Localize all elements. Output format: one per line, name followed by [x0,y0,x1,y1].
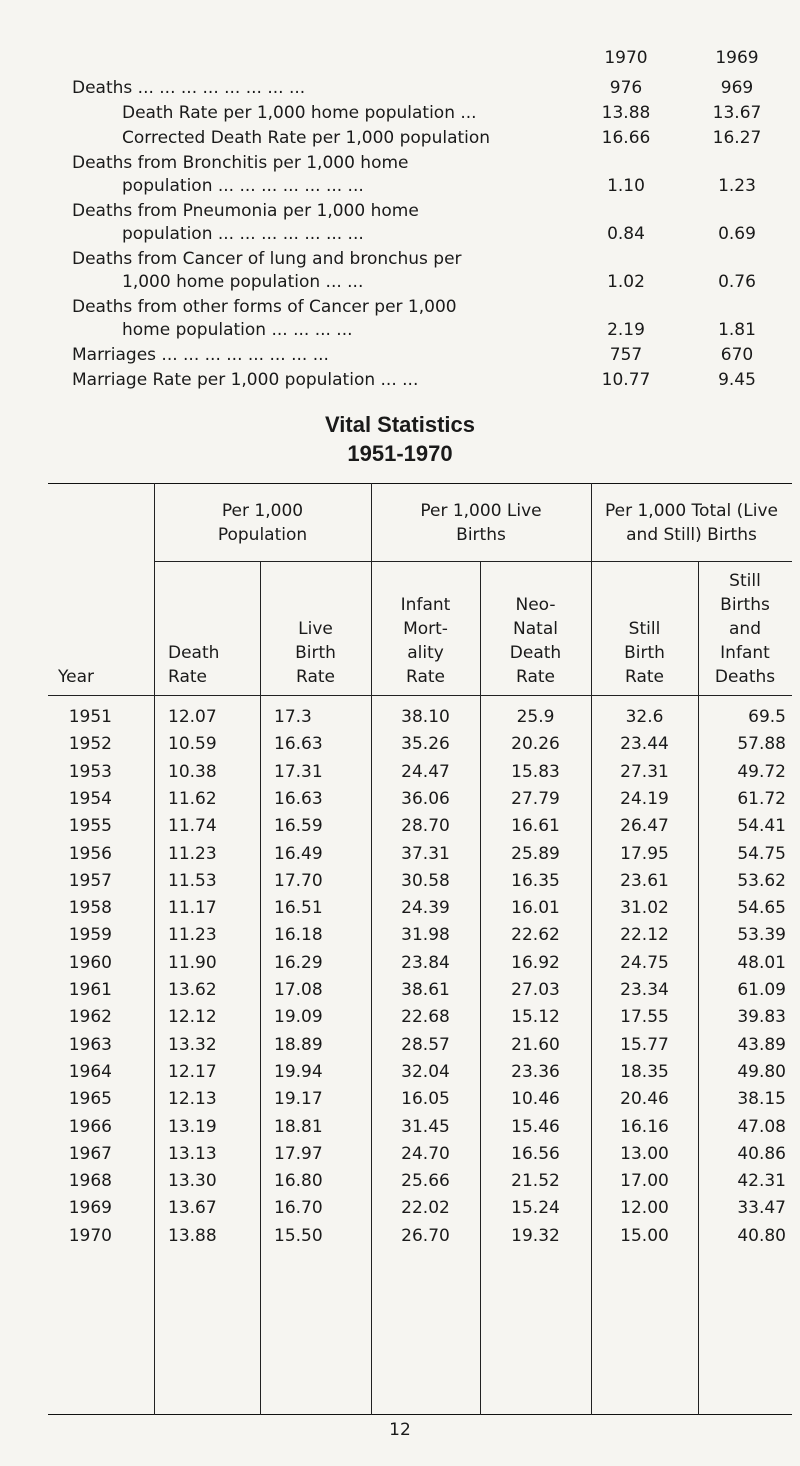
table-cell: 11.23 [168,925,217,946]
table-cell: 16.49 [274,843,323,864]
summary-row [0,297,800,321]
table-cell: 18.35 [620,1061,669,1082]
table-cell: 17.00 [620,1171,669,1192]
summary-label: Marriage Rate per 1,000 population ... ... [72,370,419,390]
table-cell: 21.60 [511,1034,560,1055]
summary-label: Deaths from other forms of Cancer per 1,000 [72,297,457,317]
table-cell: 12.17 [168,1061,217,1082]
summary-year-1970-header: 1970 [604,48,648,68]
summary-label: Deaths ... ... ... ... ... ... ... ... [72,78,306,98]
column-header-line: Rate [168,667,207,687]
table-cell: 1956 [68,843,112,864]
table-cell: 12.12 [168,1007,217,1028]
column-header [154,641,260,689]
table-cell: 15.46 [511,1116,560,1137]
table-cell: 54.65 [737,898,786,919]
column-header-line: Infant [720,643,770,663]
column-header-line: Still [628,619,661,639]
table-cell: 31.02 [620,898,669,919]
page-subtitle-period: 1951-1970 [347,441,453,466]
group-header-line: Births [456,525,506,545]
summary-year-1969-header: 1969 [715,48,759,68]
table-cell: 30.58 [401,870,450,891]
table-cell: 17.08 [274,980,323,1000]
table-cell: 11.17 [168,898,217,919]
table-cell: 1954 [68,788,112,809]
table-cell: 35.26 [401,734,450,755]
table-cell: 13.30 [168,1171,217,1192]
table-cell: 16.51 [274,898,323,919]
table-cell: 27.03 [511,980,560,1000]
summary-label: home population ... ... ... ... [122,320,353,340]
table-cell: 13.32 [168,1034,217,1055]
summary-label: population ... ... ... ... ... ... ... [122,176,364,196]
summary-row [0,272,800,296]
column-header-line: Natal [513,619,558,639]
summary-value-1970: 1.10 [607,176,645,196]
summary-value-1970: 976 [609,78,643,98]
table-cell: 40.86 [737,1143,786,1164]
column-header-line: Deaths [714,667,776,687]
table-cell: 32.04 [401,1061,450,1082]
table-cell: 1961 [68,980,112,1000]
column-header [260,617,371,689]
table-cell: 13.88 [168,1225,217,1246]
table-cell: 13.19 [168,1116,217,1137]
group-header-rule [154,561,792,562]
table-cell: 24.19 [620,788,669,809]
summary-label: Death Rate per 1,000 home population ... [122,103,477,123]
table-cell: 10.46 [511,1089,560,1110]
table-cell: 16.63 [274,788,323,809]
table-cell: 16.18 [274,925,323,946]
column-header-line: Births [720,595,770,615]
table-cell: 17.97 [274,1143,323,1164]
column-divider [154,483,155,1415]
column-header [371,593,480,689]
table-cell: 19.94 [274,1061,323,1082]
table-cell: 24.39 [401,898,450,919]
table-cell: 31.45 [401,1116,450,1137]
table-cell: 22.02 [401,1198,450,1219]
table-cell: 1969 [68,1198,112,1219]
column-header-line: ality [407,643,444,663]
table-cell: 17.55 [620,1007,669,1028]
column-header-line: Mort- [403,619,448,639]
table-cell: 31.98 [401,925,450,946]
page-number: 12 [389,1420,411,1440]
table-cell: 24.70 [401,1143,450,1164]
column-header-line: Rate [406,667,445,687]
table-cell: 24.47 [401,761,450,782]
table-cell: 1953 [68,761,112,782]
table-cell: 22.12 [620,925,669,946]
table-cell: 1964 [68,1061,112,1082]
summary-value-1970: 2.19 [607,320,645,340]
table-cell: 26.47 [620,816,669,837]
table-cell: 23.36 [511,1061,560,1082]
table-cell: 49.80 [737,1061,786,1082]
table-cell: 38.10 [401,707,450,727]
group-header [591,499,792,547]
table-cell: 1959 [68,925,112,946]
column-header-line: Rate [516,667,555,687]
summary-value-1970: 757 [609,345,643,365]
column-header-line: Birth [624,643,665,663]
column-header-line: Year [58,667,94,687]
table-cell: 61.72 [737,788,786,809]
group-header [154,499,371,547]
summary-value-1969: 0.76 [718,272,756,292]
column-header-line: and [729,619,761,639]
vital-statistics-table [48,483,792,1466]
table-cell: 16.29 [274,952,323,973]
summary-label: 1,000 home population ... ... [122,272,364,292]
summary-value-1969: 9.45 [718,370,756,390]
table-cell: 23.61 [620,870,669,891]
column-header [698,569,792,689]
table-cell: 22.62 [511,925,560,946]
column-header-rule [48,695,792,696]
table-cell: 38.15 [737,1089,786,1110]
table-cell: 16.01 [511,898,560,919]
summary-label: population ... ... ... ... ... ... ... [122,224,364,244]
column-header-line: Death [168,643,220,663]
table-cell: 17.70 [274,870,323,891]
table-cell: 22.68 [401,1007,450,1028]
table-cell: 38.61 [401,980,450,1000]
table-cell: 25.89 [511,843,560,864]
table-cell: 20.46 [620,1089,669,1110]
summary-row [0,249,800,273]
table-cell: 28.70 [401,816,450,837]
table-cell: 13.13 [168,1143,217,1164]
group-header-line: Per 1,000 Total (Live [604,501,779,521]
table-cell: 47.08 [737,1116,786,1137]
table-cell: 1957 [68,870,112,891]
table-cell: 42.31 [737,1171,786,1192]
table-cell: 16.05 [401,1089,450,1110]
table-cell: 15.83 [511,761,560,782]
table-cell: 23.84 [401,952,450,973]
summary-label: Corrected Death Rate per 1,000 population [122,128,491,148]
table-cell: 13.00 [620,1143,669,1164]
summary-label: Marriages ... ... ... ... ... ... ... ... [72,345,329,365]
summary-label: Deaths from Bronchitis per 1,000 home [72,153,409,173]
table-cell: 33.47 [737,1198,786,1219]
table-cell: 1955 [68,816,112,837]
column-header-line: Rate [625,667,664,687]
table-cell: 1962 [68,1007,112,1028]
table-cell: 11.23 [168,843,217,864]
table-cell: 48.01 [737,952,786,973]
summary-row [0,128,800,152]
table-cell: 25.66 [401,1171,450,1192]
table-cell: 10.38 [168,761,217,782]
table-cell: 12.00 [620,1198,669,1219]
table-cell: 37.31 [401,843,450,864]
table-cell: 15.50 [274,1225,323,1246]
column-divider [260,561,261,1415]
column-header [48,665,154,689]
table-cell: 20.26 [511,734,560,755]
table-cell: 11.90 [168,952,217,973]
group-header-line: Per 1,000 [221,501,304,521]
column-header-line: Live [298,619,333,639]
table-cell: 18.89 [274,1034,323,1055]
table-cell: 36.06 [401,788,450,809]
summary-value-1969: 1.23 [718,176,756,196]
column-header [480,593,591,689]
table-cell: 1966 [68,1116,112,1137]
table-cell: 54.41 [737,816,786,837]
table-cell: 16.61 [511,816,560,837]
summary-value-1969: 670 [720,345,754,365]
table-cell: 19.32 [511,1225,560,1246]
summary-value-1970: 10.77 [601,370,651,390]
column-header-line: Death [509,643,562,663]
column-header-line: Infant [400,595,451,615]
table-cell: 16.16 [620,1116,669,1137]
table-cell: 16.63 [274,734,323,755]
table-cell: 21.52 [511,1171,560,1192]
summary-row [0,153,800,177]
table-cell: 32.6 [625,707,664,727]
table-cell: 54.75 [737,843,786,864]
group-header-line: Per 1,000 Live [420,501,542,521]
table-cell: 1958 [68,898,112,919]
table-cell: 1968 [68,1171,112,1192]
table-cell: 57.88 [737,734,786,755]
group-header [371,499,591,547]
table-cell: 1951 [68,707,112,727]
summary-row [0,370,800,394]
summary-row [0,201,800,225]
table-cell: 15.77 [620,1034,669,1055]
table-cell: 19.17 [274,1089,323,1110]
table-cell: 15.24 [511,1198,560,1219]
summary-value-1969: 1.81 [718,320,756,340]
table-cell: 15.12 [511,1007,560,1028]
table-cell: 16.59 [274,816,323,837]
table-cell: 13.67 [168,1198,217,1219]
table-cell: 11.74 [168,816,217,837]
table-cell: 11.62 [168,788,217,809]
column-header-line: Neo- [515,595,556,615]
table-cell: 40.80 [737,1225,786,1246]
summary-row [0,345,800,369]
summary-row [0,320,800,344]
table-cell: 39.83 [737,1007,786,1028]
page-title: Vital Statistics [325,412,475,437]
summary-row [0,176,800,200]
summary-value-1970: 0.84 [607,224,645,244]
table-cell: 1965 [68,1089,112,1110]
table-cell: 13.62 [168,980,217,1000]
summary-row [0,78,800,102]
summary-value-1969: 969 [720,78,754,98]
table-cell: 16.35 [511,870,560,891]
table-cell: 69.5 [748,707,786,727]
column-header-line: Rate [296,667,335,687]
column-header-line: Still [729,571,761,591]
group-header-line: Population [217,525,308,545]
table-cell: 53.39 [737,925,786,946]
table-cell: 61.09 [737,980,786,1000]
table-cell: 18.81 [274,1116,323,1137]
table-cell: 16.56 [511,1143,560,1164]
table-cell: 12.07 [168,707,217,727]
table-cell: 28.57 [401,1034,450,1055]
summary-value-1969: 16.27 [712,128,762,148]
table-cell: 16.80 [274,1171,323,1192]
summary-row [0,224,800,248]
table-cell: 15.00 [620,1225,669,1246]
table-cell: 10.59 [168,734,217,755]
table-cell: 1967 [68,1143,112,1164]
summary-row [0,103,800,127]
summary-value-1970: 1.02 [607,272,645,292]
table-cell: 16.70 [274,1198,323,1219]
table-cell: 17.31 [274,761,323,782]
table-cell: 12.13 [168,1089,217,1110]
summary-label: Deaths from Pneumonia per 1,000 home [72,201,419,221]
table-cell: 53.62 [737,870,786,891]
table-cell: 49.72 [737,761,786,782]
summary-value-1969: 13.67 [712,103,762,123]
table-cell: 27.31 [620,761,669,782]
table-cell: 16.92 [511,952,560,973]
table-cell: 1960 [68,952,112,973]
column-header-line: Birth [295,643,336,663]
table-cell: 27.79 [511,788,560,809]
table-cell: 23.44 [620,734,669,755]
table-cell: 23.34 [620,980,669,1000]
summary-value-1970: 13.88 [601,103,651,123]
table-cell: 17.3 [274,707,312,727]
summary-value-1969: 0.69 [718,224,756,244]
column-header [591,617,698,689]
summary-value-1970: 16.66 [601,128,651,148]
table-cell: 19.09 [274,1007,323,1028]
summary-label: Deaths from Cancer of lung and bronchus per [72,249,462,269]
table-cell: 1952 [68,734,112,755]
group-header-line: and Still) Births [626,525,757,545]
table-cell: 43.89 [737,1034,786,1055]
table-cell: 1963 [68,1034,112,1055]
table-cell: 17.95 [620,843,669,864]
table-cell: 25.9 [516,707,555,727]
table-cell: 11.53 [168,870,217,891]
table-cell: 24.75 [620,952,669,973]
table-cell: 26.70 [401,1225,450,1246]
table-cell: 1970 [68,1225,112,1246]
